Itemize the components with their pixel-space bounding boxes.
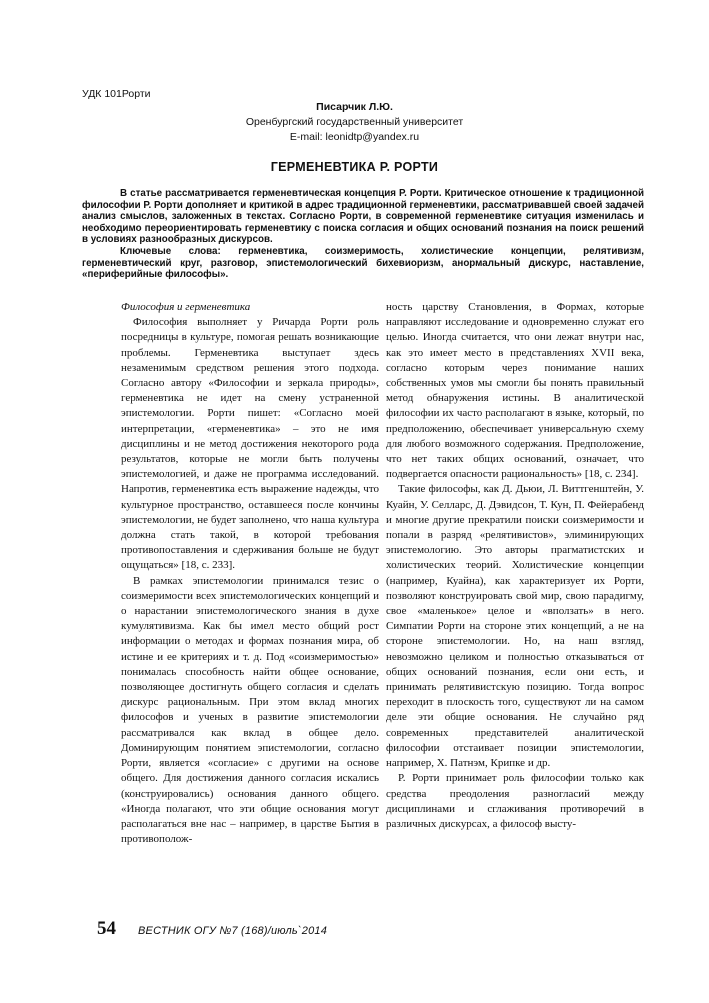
author-affiliation: Оренбургский государственный университет bbox=[245, 116, 464, 128]
article-title: ГЕРМЕНЕВТИКА Р. РОРТИ bbox=[270, 160, 439, 174]
page-number: 54 bbox=[97, 918, 116, 939]
paragraph: Философия выполняет у Ричарда Рорти роль посредницы в культуре, помогая решать возникающие проблемы. Герменевтика выступает здесь незаменимым средством решения этого подхода. Согласно автору «Философии и зеркала природы», герменевтика не идет на смену устраненной эпистемологии. Рорти пишет: «Согласно моей интерпретации, «герменевтика» – это не имя дисциплины и не метод достижения некоторого рода результатов, которые не могли быть получены эпистемологией, и даже не программа исследований. Напротив, герменевтика есть выражение надежды, что культурное пространство, оставшееся после кончины эпистемологии, не будет заполнено, что наша культура должна стать такой, в которой требования противопоставления и сдерживания больше не будут ощущаться» [18, с. 233]. bbox=[121, 316, 379, 572]
paragraph: В рамках эпистемологии принимался тезис о соизмеримости всех эпистемологических концепций и о нарастании эпистемологического знания в духе кумулятивизма. Как бы имел место общий рост информации о методах и формах познания мира, об истине и ее критериях и т. д. Под «соизмеримостью» понималась способность найти общее основание, позволяющее достигнуть общего согласия и сделать дискурс рациональным. При этом вклад многих философов и ученых в развитие эпистемологии рассматривался как вклад в общее дело. Доминирующим понятием эпистемологии, согласно Рорти, является «согласие» с другими на основе общего. Для достижения данного согласия искались (конструировались) основания данного общего. «Иногда полагают, что эти общие основания могут располагаться вне нас – например, в царстве Бытия в противополож- bbox=[121, 574, 379, 846]
udc-code: УДК 101Рорти bbox=[82, 88, 151, 100]
author-block bbox=[0, 100, 709, 145]
right-column bbox=[386, 300, 644, 832]
paragraph: Р. Рорти принимает роль философии только как средства преодоления разногласий между дисциплинами и сглаживания противоречий в различных дискурсах, а философ высту- bbox=[386, 772, 644, 830]
page-footer bbox=[97, 918, 327, 940]
author-email[interactable]: E-mail: leonidtp@yandex.ru bbox=[289, 131, 420, 143]
journal-name: ВЕСТНИК ОГУ №7 (168)/июль`2014 bbox=[138, 925, 328, 937]
section-subheading: Философия и герменевтика bbox=[121, 301, 251, 313]
left-column bbox=[121, 300, 379, 847]
abstract-text: В статье рассматривается герменевтическая концепция Р. Рорти. Критическое отношение к традиционной философии Р. Рорти дополняет и критикой в адрес традиционной герменевтики, рассматривавшей своей задачей анализ смыслов, заложенных в текстах. Согласно Рорти, в современной герменевтике ситуация изменилась и необходимо переориентировать герменевтику с поиска согласия и общих оснований познания на поиск решений в условиях разнообразных дискурсов. bbox=[82, 188, 644, 246]
author-name: Писарчик Л.Ю. bbox=[316, 101, 393, 113]
paragraph: Такие философы, как Д. Дьюи, Л. Виттгенштейн, У. Куайн, У. Селларс, Д. Дэвидсон, Т. Кун, П. Фейерабенд и многие другие прекратили поиски соизмеримости и попали в разряд «релятивистов», элиминирующих эпистемологию. Это авторы прагматистских и холистических теорий. Холистические концепции (например, Куайна), как характеризует их Рорти, позволяют конструировать свой мир, свою парадигму, свое «маленькое» целое и «вползать» в него. Симпатии Рорти на стороне этих концепций, а не на стороне эпистемологии. Но, на наш взгляд, невозможно целиком и полностью отказываться от общих оснований познания, если они есть, и принимать релятивистскую позицию. Тогда вопрос переходит в плоскость того, существуют ли на самом деле эти общие основания. Не случайно ряд современных представителей аналитической философии отстаивает позиции эпистемологии, например, Х. Патнэм, Крипке и др. bbox=[386, 483, 644, 770]
paragraph: ность царству Становления, в Формах, которые направляют исследование и одновременно служат его целью. Иногда считается, что они лежат внутри нас, как это имеет место в представлениях XVII века, согласно которым через понимание наших собственных умов мы смогли бы понять правильный метод обнаружения истины. В аналитической философии их часто располагают в языке, который, по предположению, обеспечивает универсальную схему для любого возможного содержания. Предположение, что нет таких общих оснований, означает, что подвергается опасности рациональность» [18, с. 234]. bbox=[386, 301, 644, 481]
abstract-block bbox=[82, 188, 644, 281]
keywords: Ключевые слова: герменевтика, соизмеримость, холистические концепции, релятивизм, герменевтический круг, разговор, эпистемологический бихевиоризм, анормальный дискурс, наставление, «периферийные философы». bbox=[82, 245, 644, 281]
